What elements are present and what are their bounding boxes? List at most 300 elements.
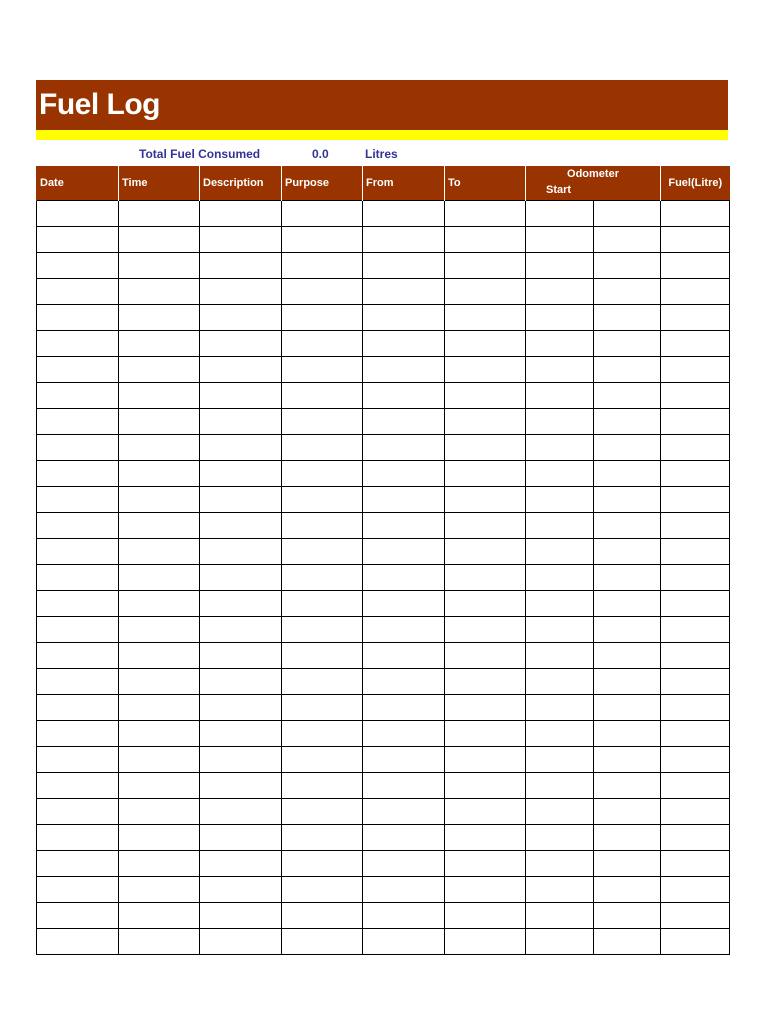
cell-odometer-finish[interactable] — [594, 200, 661, 226]
cell-purpose[interactable] — [282, 512, 363, 538]
cell-to[interactable] — [445, 720, 526, 746]
cell-from[interactable] — [363, 486, 445, 512]
table-row — [37, 746, 730, 772]
cell-date[interactable] — [37, 772, 119, 798]
cell-odometer-finish[interactable] — [594, 616, 661, 642]
cell-to[interactable] — [445, 616, 526, 642]
cell-odometer-start[interactable] — [526, 824, 594, 850]
cell-to[interactable] — [445, 460, 526, 486]
cell-odometer-finish[interactable] — [594, 928, 661, 954]
cell-odometer-start[interactable] — [526, 486, 594, 512]
cell-time[interactable] — [119, 720, 200, 746]
cell-description[interactable] — [200, 512, 282, 538]
cell-fuel[interactable] — [661, 252, 730, 278]
cell-to[interactable] — [445, 512, 526, 538]
cell-fuel[interactable] — [661, 330, 730, 356]
cell-time[interactable] — [119, 824, 200, 850]
cell-odometer-finish[interactable] — [594, 304, 661, 330]
cell-description[interactable] — [200, 304, 282, 330]
cell-fuel[interactable] — [661, 408, 730, 434]
cell-date[interactable] — [37, 590, 119, 616]
table-row — [37, 720, 730, 746]
table-row — [37, 434, 730, 460]
cell-odometer-finish[interactable] — [594, 850, 661, 876]
cell-to[interactable] — [445, 538, 526, 564]
cell-date[interactable] — [37, 746, 119, 772]
cell-fuel[interactable] — [661, 200, 730, 226]
table-header-row — [37, 166, 730, 200]
header-to: To — [445, 166, 526, 200]
cell-odometer-start[interactable] — [526, 356, 594, 382]
cell-date[interactable] — [37, 434, 119, 460]
cell-description[interactable] — [200, 824, 282, 850]
cell-odometer-finish[interactable] — [594, 694, 661, 720]
table-row — [37, 200, 730, 226]
cell-to[interactable] — [445, 590, 526, 616]
cell-purpose[interactable] — [282, 460, 363, 486]
cell-purpose[interactable] — [282, 616, 363, 642]
cell-description[interactable] — [200, 434, 282, 460]
cell-odometer-finish[interactable] — [594, 668, 661, 694]
cell-from[interactable] — [363, 356, 445, 382]
cell-to[interactable] — [445, 252, 526, 278]
cell-odometer-finish[interactable] — [594, 772, 661, 798]
cell-date[interactable] — [37, 694, 119, 720]
cell-odometer-finish[interactable] — [594, 538, 661, 564]
cell-fuel[interactable] — [661, 928, 730, 954]
total-fuel-label: Total Fuel Consumed — [139, 147, 261, 161]
cell-odometer-finish[interactable] — [594, 798, 661, 824]
table-row — [37, 642, 730, 668]
cell-date[interactable] — [37, 226, 119, 252]
cell-odometer-start[interactable] — [526, 460, 594, 486]
table-row — [37, 798, 730, 824]
cell-purpose[interactable] — [282, 356, 363, 382]
cell-odometer-finish[interactable] — [594, 226, 661, 252]
cell-odometer-finish[interactable] — [594, 746, 661, 772]
cell-purpose[interactable] — [282, 382, 363, 408]
cell-from[interactable] — [363, 226, 445, 252]
cell-fuel[interactable] — [661, 902, 730, 928]
page-title: Fuel Log — [39, 88, 160, 121]
cell-purpose[interactable] — [282, 278, 363, 304]
cell-odometer-finish[interactable] — [594, 590, 661, 616]
cell-to[interactable] — [445, 772, 526, 798]
cell-odometer-start[interactable] — [526, 200, 594, 226]
cell-date[interactable] — [37, 720, 119, 746]
cell-to[interactable] — [445, 486, 526, 512]
cell-purpose[interactable] — [282, 252, 363, 278]
cell-purpose[interactable] — [282, 798, 363, 824]
cell-fuel[interactable] — [661, 772, 730, 798]
cell-description[interactable] — [200, 850, 282, 876]
cell-odometer-start[interactable] — [526, 772, 594, 798]
cell-fuel[interactable] — [661, 564, 730, 590]
cell-odometer-finish[interactable] — [594, 330, 661, 356]
cell-purpose[interactable] — [282, 486, 363, 512]
cell-odometer-start[interactable] — [526, 564, 594, 590]
cell-date[interactable] — [37, 330, 119, 356]
cell-purpose[interactable] — [282, 746, 363, 772]
cell-description[interactable] — [200, 200, 282, 226]
cell-date[interactable] — [37, 408, 119, 434]
cell-date[interactable] — [37, 382, 119, 408]
cell-time[interactable] — [119, 278, 200, 304]
cell-description[interactable] — [200, 720, 282, 746]
cell-time[interactable] — [119, 642, 200, 668]
cell-odometer-start[interactable] — [526, 278, 594, 304]
cell-description[interactable] — [200, 330, 282, 356]
cell-odometer-finish[interactable] — [594, 720, 661, 746]
cell-purpose[interactable] — [282, 590, 363, 616]
cell-description[interactable] — [200, 564, 282, 590]
cell-from[interactable] — [363, 876, 445, 902]
cell-to[interactable] — [445, 642, 526, 668]
cell-odometer-finish[interactable] — [594, 512, 661, 538]
cell-purpose[interactable] — [282, 564, 363, 590]
cell-fuel[interactable] — [661, 850, 730, 876]
cell-odometer-start[interactable] — [526, 590, 594, 616]
table-row — [37, 564, 730, 590]
cell-fuel[interactable] — [661, 824, 730, 850]
table-row — [37, 304, 730, 330]
cell-description[interactable] — [200, 382, 282, 408]
cell-time[interactable] — [119, 512, 200, 538]
cell-from[interactable] — [363, 434, 445, 460]
cell-from[interactable] — [363, 382, 445, 408]
cell-odometer-start[interactable] — [526, 304, 594, 330]
cell-odometer-finish[interactable] — [594, 824, 661, 850]
cell-date[interactable] — [37, 616, 119, 642]
cell-odometer-start[interactable] — [526, 850, 594, 876]
cell-purpose[interactable] — [282, 772, 363, 798]
cell-time[interactable] — [119, 252, 200, 278]
cell-description[interactable] — [200, 902, 282, 928]
cell-time[interactable] — [119, 928, 200, 954]
cell-from[interactable] — [363, 720, 445, 746]
cell-time[interactable] — [119, 616, 200, 642]
cell-date[interactable] — [37, 252, 119, 278]
cell-to[interactable] — [445, 850, 526, 876]
cell-odometer-start[interactable] — [526, 668, 594, 694]
total-fuel-unit: Litres — [365, 147, 398, 161]
table-row — [37, 902, 730, 928]
fuel-log-table — [36, 166, 730, 955]
cell-time[interactable] — [119, 590, 200, 616]
table-body — [37, 200, 730, 954]
cell-purpose[interactable] — [282, 876, 363, 902]
cell-odometer-start[interactable] — [526, 382, 594, 408]
cell-fuel[interactable] — [661, 304, 730, 330]
cell-odometer-finish[interactable] — [594, 408, 661, 434]
cell-time[interactable] — [119, 772, 200, 798]
cell-purpose[interactable] — [282, 668, 363, 694]
cell-description[interactable] — [200, 928, 282, 954]
cell-time[interactable] — [119, 538, 200, 564]
cell-odometer-finish[interactable] — [594, 460, 661, 486]
cell-time[interactable] — [119, 330, 200, 356]
cell-purpose[interactable] — [282, 304, 363, 330]
cell-fuel[interactable] — [661, 512, 730, 538]
cell-description[interactable] — [200, 772, 282, 798]
header-description: Description — [200, 166, 282, 200]
cell-to[interactable] — [445, 928, 526, 954]
table-row — [37, 824, 730, 850]
cell-description[interactable] — [200, 668, 282, 694]
cell-to[interactable] — [445, 304, 526, 330]
cell-time[interactable] — [119, 668, 200, 694]
cell-date[interactable] — [37, 486, 119, 512]
header-odometer-label: Odometer — [567, 168, 619, 180]
header-fuel: Fuel(Litre) — [661, 166, 730, 200]
cell-purpose[interactable] — [282, 200, 363, 226]
cell-odometer-finish[interactable] — [594, 876, 661, 902]
cell-from[interactable] — [363, 564, 445, 590]
table-row — [37, 876, 730, 902]
cell-from[interactable] — [363, 590, 445, 616]
cell-fuel[interactable] — [661, 460, 730, 486]
cell-from[interactable] — [363, 642, 445, 668]
cell-purpose[interactable] — [282, 850, 363, 876]
cell-description[interactable] — [200, 408, 282, 434]
cell-fuel[interactable] — [661, 278, 730, 304]
cell-to[interactable] — [445, 746, 526, 772]
cell-from[interactable] — [363, 278, 445, 304]
cell-odometer-start[interactable] — [526, 616, 594, 642]
cell-fuel[interactable] — [661, 746, 730, 772]
cell-purpose[interactable] — [282, 330, 363, 356]
cell-odometer-start[interactable] — [526, 252, 594, 278]
cell-to[interactable] — [445, 668, 526, 694]
cell-from[interactable] — [363, 798, 445, 824]
cell-date[interactable] — [37, 278, 119, 304]
table-row — [37, 252, 730, 278]
header-from: From — [363, 166, 445, 200]
cell-from[interactable] — [363, 200, 445, 226]
cell-to[interactable] — [445, 330, 526, 356]
cell-description[interactable] — [200, 746, 282, 772]
header-odometer-start: Start — [546, 184, 572, 196]
cell-to[interactable] — [445, 356, 526, 382]
cell-fuel[interactable] — [661, 356, 730, 382]
cell-purpose[interactable] — [282, 928, 363, 954]
cell-description[interactable] — [200, 486, 282, 512]
header-time: Time — [119, 166, 200, 200]
table-row — [37, 538, 730, 564]
cell-date[interactable] — [37, 460, 119, 486]
cell-to[interactable] — [445, 434, 526, 460]
cell-to[interactable] — [445, 382, 526, 408]
cell-odometer-start[interactable] — [526, 226, 594, 252]
cell-fuel[interactable] — [661, 668, 730, 694]
cell-description[interactable] — [200, 538, 282, 564]
cell-odometer-start[interactable] — [526, 798, 594, 824]
cell-odometer-start[interactable] — [526, 642, 594, 668]
cell-description[interactable] — [200, 798, 282, 824]
cell-purpose[interactable] — [282, 538, 363, 564]
cell-date[interactable] — [37, 928, 119, 954]
cell-time[interactable] — [119, 382, 200, 408]
cell-purpose[interactable] — [282, 434, 363, 460]
cell-from[interactable] — [363, 772, 445, 798]
cell-date[interactable] — [37, 850, 119, 876]
cell-time[interactable] — [119, 486, 200, 512]
cell-date[interactable] — [37, 512, 119, 538]
table-row — [37, 772, 730, 798]
cell-date[interactable] — [37, 538, 119, 564]
cell-from[interactable] — [363, 746, 445, 772]
cell-date[interactable] — [37, 200, 119, 226]
table-row — [37, 850, 730, 876]
cell-fuel[interactable] — [661, 694, 730, 720]
cell-from[interactable] — [363, 538, 445, 564]
cell-to[interactable] — [445, 824, 526, 850]
cell-time[interactable] — [119, 226, 200, 252]
cell-date[interactable] — [37, 304, 119, 330]
cell-from[interactable] — [363, 330, 445, 356]
cell-from[interactable] — [363, 668, 445, 694]
cell-fuel[interactable] — [661, 434, 730, 460]
cell-from[interactable] — [363, 252, 445, 278]
cell-time[interactable] — [119, 850, 200, 876]
cell-odometer-start[interactable] — [526, 928, 594, 954]
cell-odometer-start[interactable] — [526, 902, 594, 928]
cell-fuel[interactable] — [661, 798, 730, 824]
cell-date[interactable] — [37, 876, 119, 902]
cell-odometer-start[interactable] — [526, 408, 594, 434]
cell-description[interactable] — [200, 278, 282, 304]
cell-purpose[interactable] — [282, 226, 363, 252]
cell-time[interactable] — [119, 564, 200, 590]
cell-odometer-finish[interactable] — [594, 252, 661, 278]
table-row — [37, 460, 730, 486]
cell-date[interactable] — [37, 668, 119, 694]
cell-time[interactable] — [119, 694, 200, 720]
cell-odometer-start[interactable] — [526, 876, 594, 902]
cell-date[interactable] — [37, 564, 119, 590]
cell-to[interactable] — [445, 798, 526, 824]
cell-description[interactable] — [200, 876, 282, 902]
cell-from[interactable] — [363, 616, 445, 642]
cell-date[interactable] — [37, 356, 119, 382]
cell-date[interactable] — [37, 642, 119, 668]
cell-date[interactable] — [37, 902, 119, 928]
cell-from[interactable] — [363, 902, 445, 928]
cell-time[interactable] — [119, 200, 200, 226]
cell-odometer-start[interactable] — [526, 512, 594, 538]
cell-odometer-start[interactable] — [526, 434, 594, 460]
cell-odometer-finish[interactable] — [594, 486, 661, 512]
cell-fuel[interactable] — [661, 590, 730, 616]
cell-odometer-finish[interactable] — [594, 278, 661, 304]
cell-from[interactable] — [363, 824, 445, 850]
cell-from[interactable] — [363, 408, 445, 434]
cell-from[interactable] — [363, 850, 445, 876]
cell-to[interactable] — [445, 902, 526, 928]
cell-time[interactable] — [119, 876, 200, 902]
cell-time[interactable] — [119, 356, 200, 382]
cell-time[interactable] — [119, 434, 200, 460]
cell-odometer-start[interactable] — [526, 538, 594, 564]
cell-from[interactable] — [363, 304, 445, 330]
cell-to[interactable] — [445, 226, 526, 252]
cell-description[interactable] — [200, 460, 282, 486]
title-bar — [36, 80, 728, 130]
cell-to[interactable] — [445, 200, 526, 226]
cell-description[interactable] — [200, 642, 282, 668]
cell-purpose[interactable] — [282, 720, 363, 746]
cell-fuel[interactable] — [661, 616, 730, 642]
cell-fuel[interactable] — [661, 382, 730, 408]
cell-purpose[interactable] — [282, 642, 363, 668]
cell-to[interactable] — [445, 876, 526, 902]
cell-odometer-start[interactable] — [526, 694, 594, 720]
cell-time[interactable] — [119, 460, 200, 486]
cell-to[interactable] — [445, 278, 526, 304]
cell-fuel[interactable] — [661, 876, 730, 902]
cell-odometer-start[interactable] — [526, 746, 594, 772]
table-row — [37, 616, 730, 642]
cell-fuel[interactable] — [661, 226, 730, 252]
cell-description[interactable] — [200, 252, 282, 278]
cell-description[interactable] — [200, 590, 282, 616]
cell-odometer-finish[interactable] — [594, 356, 661, 382]
cell-from[interactable] — [363, 928, 445, 954]
table-row — [37, 668, 730, 694]
cell-purpose[interactable] — [282, 902, 363, 928]
cell-odometer-finish[interactable] — [594, 382, 661, 408]
cell-description[interactable] — [200, 226, 282, 252]
cell-description[interactable] — [200, 356, 282, 382]
table-row — [37, 590, 730, 616]
table-row — [37, 356, 730, 382]
cell-purpose[interactable] — [282, 824, 363, 850]
table-row — [37, 382, 730, 408]
cell-date[interactable] — [37, 798, 119, 824]
cell-time[interactable] — [119, 408, 200, 434]
header-purpose: Purpose — [282, 166, 363, 200]
cell-fuel[interactable] — [661, 720, 730, 746]
total-fuel-value: 0.0 — [312, 147, 329, 161]
cell-from[interactable] — [363, 460, 445, 486]
cell-from[interactable] — [363, 512, 445, 538]
cell-fuel[interactable] — [661, 642, 730, 668]
cell-odometer-finish[interactable] — [594, 902, 661, 928]
cell-purpose[interactable] — [282, 694, 363, 720]
cell-to[interactable] — [445, 564, 526, 590]
table-row — [37, 512, 730, 538]
cell-odometer-finish[interactable] — [594, 564, 661, 590]
cell-time[interactable] — [119, 798, 200, 824]
cell-time[interactable] — [119, 304, 200, 330]
cell-to[interactable] — [445, 694, 526, 720]
cell-purpose[interactable] — [282, 408, 363, 434]
cell-time[interactable] — [119, 902, 200, 928]
cell-odometer-start[interactable] — [526, 330, 594, 356]
cell-odometer-finish[interactable] — [594, 434, 661, 460]
cell-time[interactable] — [119, 746, 200, 772]
cell-odometer-finish[interactable] — [594, 642, 661, 668]
cell-fuel[interactable] — [661, 538, 730, 564]
cell-description[interactable] — [200, 616, 282, 642]
cell-from[interactable] — [363, 694, 445, 720]
cell-fuel[interactable] — [661, 486, 730, 512]
cell-description[interactable] — [200, 694, 282, 720]
cell-odometer-start[interactable] — [526, 720, 594, 746]
cell-to[interactable] — [445, 408, 526, 434]
cell-date[interactable] — [37, 824, 119, 850]
table-row — [37, 486, 730, 512]
